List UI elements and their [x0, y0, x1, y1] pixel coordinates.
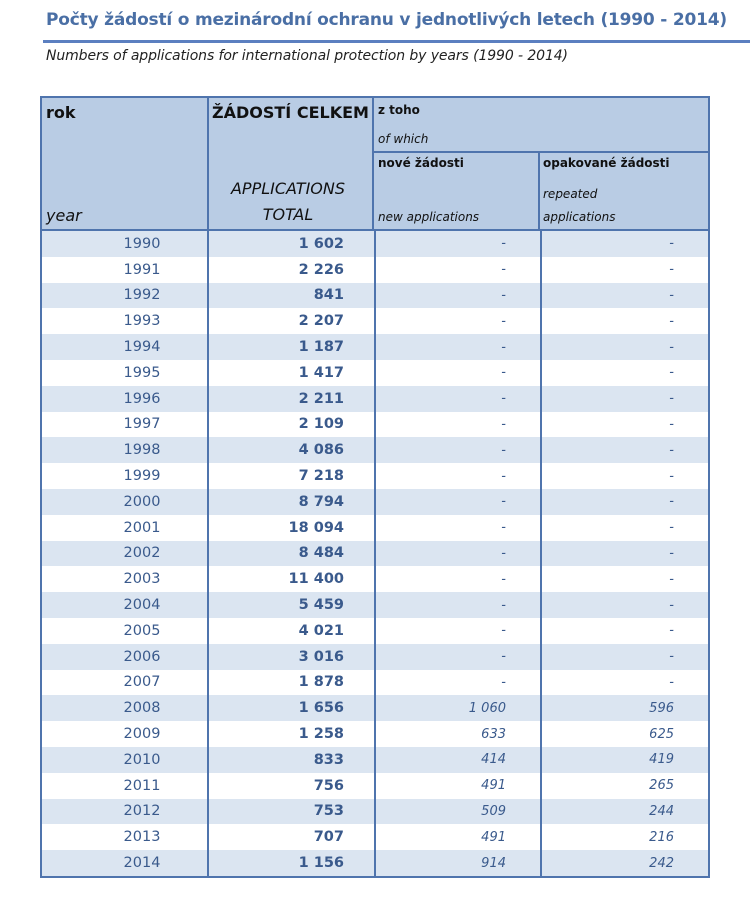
header-total-en-2: TOTAL [262, 205, 314, 224]
table-header [42, 98, 708, 231]
new-applications-cell: - [374, 592, 540, 618]
new-applications-cell: - [374, 644, 540, 670]
repeated-applications-cell: - [540, 515, 708, 541]
table-row [42, 489, 708, 515]
table-row [42, 283, 708, 309]
total-cell: 1 417 [207, 360, 374, 386]
year-cell: 2010 [123, 751, 161, 768]
table-row [42, 437, 708, 463]
repeated-applications-cell: - [540, 283, 708, 309]
repeated-applications-cell: - [540, 592, 708, 618]
repeated-applications-cell: 419 [540, 747, 708, 773]
header-repeated-cz: opakované žádosti [543, 156, 670, 170]
total-cell: 4 086 [207, 437, 374, 463]
new-applications-cell: - [374, 515, 540, 541]
table-row [42, 747, 708, 773]
table-row [42, 670, 708, 696]
repeated-applications-cell: 216 [540, 824, 708, 850]
repeated-applications-cell: - [540, 670, 708, 696]
total-cell: 18 094 [207, 515, 374, 541]
new-applications-cell: - [374, 360, 540, 386]
repeated-applications-cell: - [540, 360, 708, 386]
total-cell: 11 400 [207, 566, 374, 592]
year-cell: 1991 [123, 261, 161, 278]
new-applications-cell: - [374, 489, 540, 515]
repeated-applications-cell: - [540, 644, 708, 670]
new-applications-cell: - [374, 670, 540, 696]
title-underline [43, 40, 750, 43]
new-applications-cell: - [374, 308, 540, 334]
table-row [42, 721, 708, 747]
total-cell: 3 016 [207, 644, 374, 670]
table-row [42, 695, 708, 721]
total-cell: 2 207 [207, 308, 374, 334]
repeated-applications-cell: - [540, 437, 708, 463]
year-cell: 1996 [123, 390, 161, 407]
table-row [42, 773, 708, 799]
year-cell: 1994 [123, 339, 161, 356]
total-cell: 1 878 [207, 670, 374, 696]
header-repeated-en-1: repeated [543, 187, 598, 201]
repeated-applications-cell: 265 [540, 773, 708, 799]
year-cell: 1992 [123, 287, 161, 304]
page-subtitle: Numbers of applications for international protection by years (1990 - 2014) [46, 48, 568, 64]
year-cell: 2011 [123, 777, 161, 794]
repeated-applications-cell: - [540, 308, 708, 334]
year-cell: 2012 [123, 803, 161, 820]
repeated-applications-cell: - [540, 566, 708, 592]
header-repeated-en-2: applications [543, 210, 616, 224]
repeated-applications-cell: 596 [540, 695, 708, 721]
new-applications-cell: - [374, 566, 540, 592]
total-cell: 1 656 [207, 695, 374, 721]
header-year: year [46, 206, 82, 225]
table-row [42, 386, 708, 412]
new-applications-cell: - [374, 257, 540, 283]
repeated-applications-cell: - [540, 463, 708, 489]
header-new-en: new applications [378, 210, 480, 224]
table-row [42, 850, 708, 876]
header-z-toho: z toho [378, 103, 420, 117]
table-row [42, 308, 708, 334]
new-applications-cell: - [374, 386, 540, 412]
header-total-cz: ŽÁDOSTÍ CELKEM [212, 103, 369, 122]
header-new-cz: nové žádosti [378, 156, 464, 170]
header-divider [372, 98, 374, 229]
total-cell: 1 156 [207, 850, 374, 876]
table-row [42, 592, 708, 618]
table-row [42, 463, 708, 489]
repeated-applications-cell: 625 [540, 721, 708, 747]
header-total-en-1: APPLICATIONS [230, 179, 346, 198]
total-cell: 1 602 [207, 231, 374, 257]
year-cell: 1993 [123, 313, 161, 330]
page-title: Počty žádostí o mezinárodní ochranu v jednotlivých letech (1990 - 2014) [46, 10, 727, 30]
total-cell: 756 [207, 773, 374, 799]
repeated-applications-cell: - [540, 334, 708, 360]
repeated-applications-cell: 242 [540, 850, 708, 876]
year-cell: 2007 [123, 674, 161, 691]
new-applications-cell: - [374, 541, 540, 567]
table-row [42, 360, 708, 386]
repeated-applications-cell: - [540, 386, 708, 412]
new-applications-cell: 509 [374, 799, 540, 825]
repeated-applications-cell: - [540, 231, 708, 257]
total-cell: 707 [207, 824, 374, 850]
year-cell: 2003 [123, 571, 161, 588]
year-cell: 2005 [123, 622, 161, 639]
year-cell: 2000 [123, 493, 161, 510]
total-cell: 8 794 [207, 489, 374, 515]
header-of-which: of which [378, 132, 429, 146]
table-row [42, 257, 708, 283]
new-applications-cell: 491 [374, 824, 540, 850]
table-row [42, 618, 708, 644]
new-applications-cell: 914 [374, 850, 540, 876]
repeated-applications-cell: - [540, 257, 708, 283]
year-cell: 1998 [123, 442, 161, 459]
new-applications-cell: 414 [374, 747, 540, 773]
new-applications-cell: - [374, 412, 540, 438]
applications-table [40, 96, 710, 878]
year-cell: 1995 [123, 364, 161, 381]
table-row [42, 412, 708, 438]
table-row [42, 334, 708, 360]
total-cell: 4 021 [207, 618, 374, 644]
repeated-applications-cell: 244 [540, 799, 708, 825]
total-cell: 7 218 [207, 463, 374, 489]
table-row [42, 644, 708, 670]
new-applications-cell: - [374, 231, 540, 257]
header-divider [374, 151, 708, 153]
new-applications-cell: 491 [374, 773, 540, 799]
table-row [42, 231, 708, 257]
table-row [42, 799, 708, 825]
year-cell: 2013 [123, 829, 161, 846]
year-cell: 2009 [123, 726, 161, 743]
new-applications-cell: - [374, 463, 540, 489]
repeated-applications-cell: - [540, 489, 708, 515]
new-applications-cell: - [374, 437, 540, 463]
repeated-applications-cell: - [540, 412, 708, 438]
total-cell: 2 211 [207, 386, 374, 412]
year-cell: 1997 [123, 416, 161, 433]
total-cell: 833 [207, 747, 374, 773]
total-cell: 2 109 [207, 412, 374, 438]
new-applications-cell: - [374, 334, 540, 360]
year-cell: 2002 [123, 545, 161, 562]
repeated-applications-cell: - [540, 618, 708, 644]
total-cell: 753 [207, 799, 374, 825]
total-cell: 841 [207, 283, 374, 309]
total-cell: 8 484 [207, 541, 374, 567]
year-cell: 2001 [123, 519, 161, 536]
year-cell: 2006 [123, 648, 161, 665]
new-applications-cell: 1 060 [374, 695, 540, 721]
table-row [42, 824, 708, 850]
repeated-applications-cell: - [540, 541, 708, 567]
table-body [42, 231, 708, 876]
year-cell: 1990 [123, 235, 161, 252]
year-cell: 2014 [123, 855, 161, 872]
year-cell: 2004 [123, 597, 161, 614]
year-cell: 1999 [123, 468, 161, 485]
table-row [42, 515, 708, 541]
new-applications-cell: 633 [374, 721, 540, 747]
total-cell: 1 258 [207, 721, 374, 747]
table-row [42, 566, 708, 592]
total-cell: 5 459 [207, 592, 374, 618]
table-row [42, 541, 708, 567]
total-cell: 2 226 [207, 257, 374, 283]
header-divider [538, 152, 540, 229]
new-applications-cell: - [374, 618, 540, 644]
year-cell: 2008 [123, 700, 161, 717]
total-cell: 1 187 [207, 334, 374, 360]
new-applications-cell: - [374, 283, 540, 309]
header-rok: rok [46, 103, 76, 122]
